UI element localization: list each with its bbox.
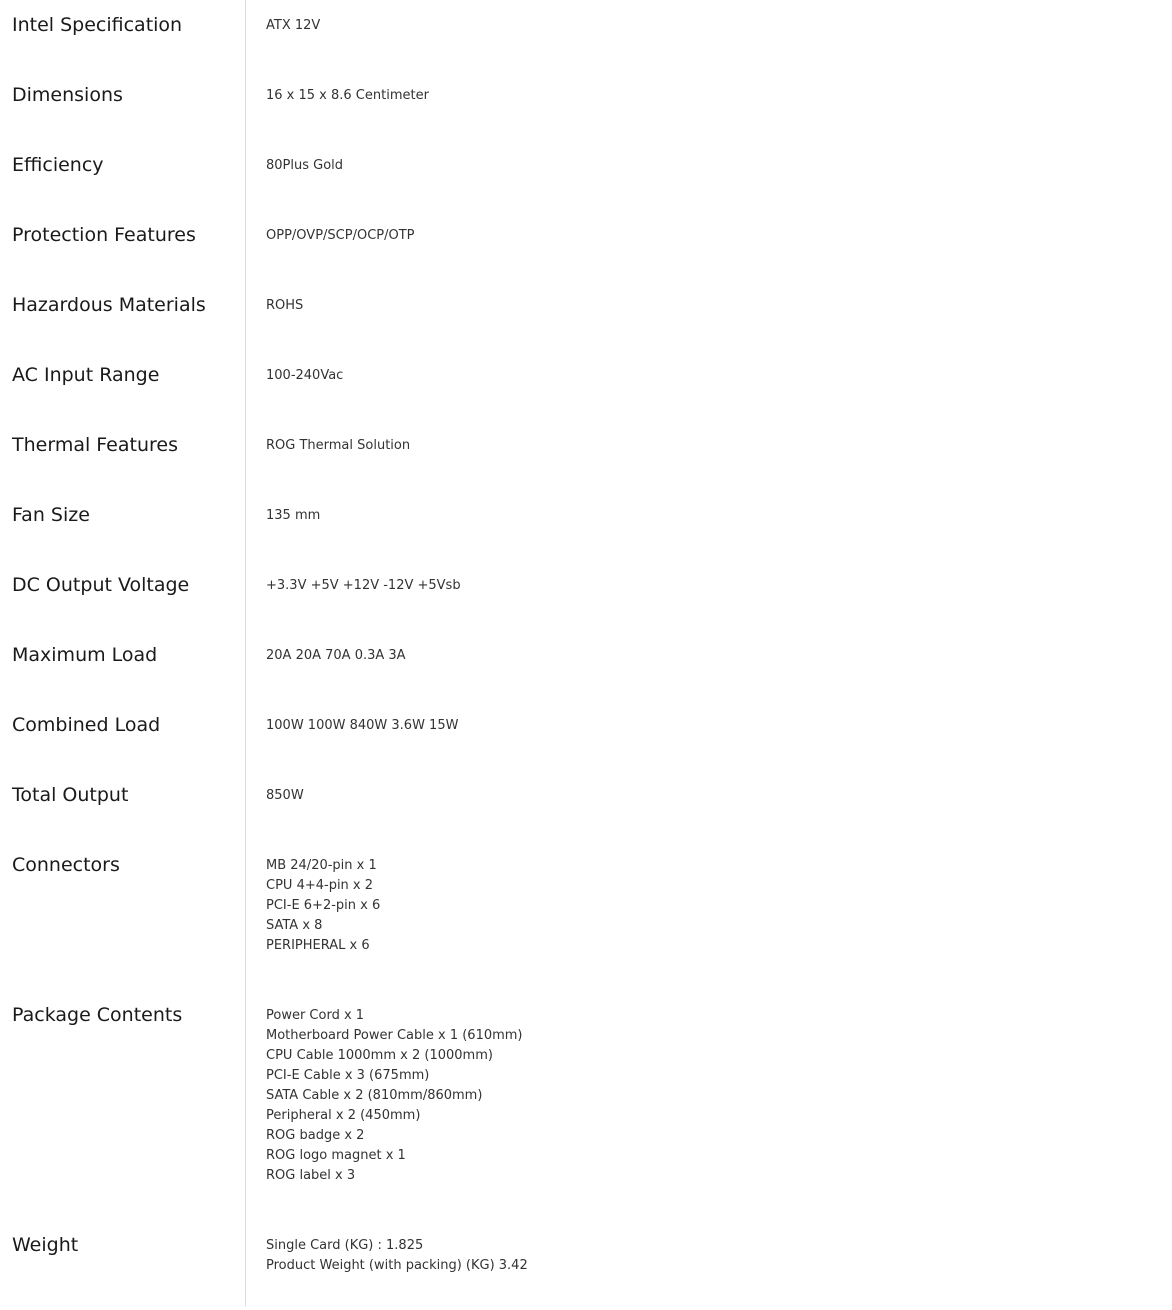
spec-value-line: Power Cord x 1 [266,1008,365,1023]
spec-value [266,576,461,596]
spec-label: Intel Specification [12,14,183,36]
spec-value [266,296,303,316]
spec-value-line: ROG logo magnet x 1 [266,1148,406,1163]
spec-label: Package Contents [12,1004,183,1026]
spec-value-line: ROG Thermal Solution [266,438,411,453]
spec-value-line: CPU 4+4-pin x 2 [266,878,374,893]
spec-value [266,856,380,956]
spec-value-line: 850W [266,788,304,803]
spec-value [266,16,320,36]
spec-value-line: 16 x 15 x 8.6 Centimeter [266,88,429,103]
spec-value-line: SATA Cable x 2 (810mm/860mm) [266,1088,483,1103]
spec-value-line: ATX 12V [266,18,321,33]
spec-label: Fan Size [12,504,90,526]
spec-value-line: SATA x 8 [266,918,323,933]
spec-value-line: +3.3V +5V +12V -12V +5Vsb [266,578,461,593]
spec-label: AC Input Range [12,364,160,386]
spec-value-line: OPP/OVP/SCP/OCP/OTP [266,228,415,243]
spec-label: Protection Features [12,224,196,246]
spec-value [266,506,320,526]
spec-label: Combined Load [12,714,161,736]
spec-value-line: CPU Cable 1000mm x 2 (1000mm) [266,1048,493,1063]
spec-value [266,786,304,806]
spec-label: Connectors [12,854,120,876]
spec-value-line: ROG label x 3 [266,1168,356,1183]
column-divider [245,0,246,1306]
spec-label: Maximum Load [12,644,158,666]
spec-value-line: Single Card (KG) : 1.825 [266,1238,424,1253]
spec-value-line: 100-240Vac [266,368,344,383]
spec-label: Dimensions [12,84,123,106]
spec-value [266,716,458,736]
spec-value [266,436,410,456]
spec-label: Total Output [12,784,129,806]
spec-value-line: ROG badge x 2 [266,1128,365,1143]
spec-value-line: Product Weight (with packing) (KG) 3.42 [266,1258,528,1273]
spec-label: Weight [12,1234,79,1256]
spec-value [266,366,343,386]
spec-value-line: PCI-E 6+2-pin x 6 [266,898,381,913]
spec-value-line: 100W 100W 840W 3.6W 15W [266,718,459,733]
spec-label: Hazardous Materials [12,294,206,316]
spec-value-line: MB 24/20-pin x 1 [266,858,377,873]
spec-label: DC Output Voltage [12,574,190,596]
spec-label: Efficiency [12,154,104,176]
spec-value [266,86,429,106]
spec-label: Thermal Features [12,434,178,456]
spec-value [266,226,415,246]
spec-value-line: 80Plus Gold [266,158,344,173]
spec-value [266,646,406,666]
spec-value-line: PCI-E Cable x 3 (675mm) [266,1068,430,1083]
spec-value [266,156,343,176]
spec-value-line: Motherboard Power Cable x 1 (610mm) [266,1028,523,1043]
spec-value [266,1006,523,1186]
spec-value-line: 20A 20A 70A 0.3A 3A [266,648,406,663]
spec-value-line: PERIPHERAL x 6 [266,938,370,953]
spec-value [266,1236,528,1276]
spec-value-line: 135 mm [266,508,321,523]
spec-value-line: Peripheral x 2 (450mm) [266,1108,421,1123]
spec-value-line: ROHS [266,298,304,313]
